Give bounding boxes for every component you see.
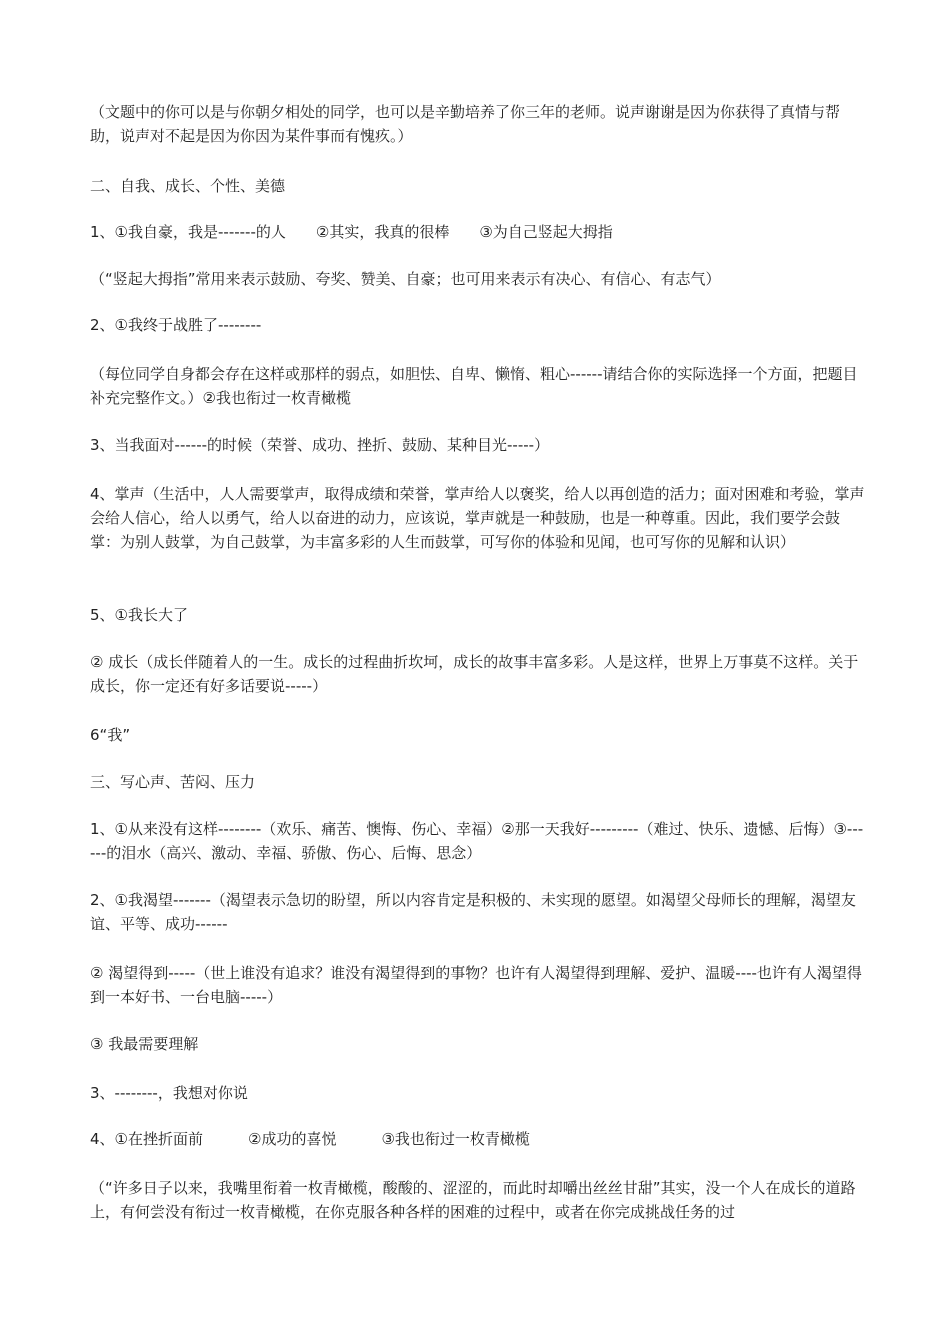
paragraph-item-2-note: （每位同学自身都会存在这样或那样的弱点，如胆怯、自卑、懒惰、粗心------请结合你的实际选择一个方面，把题目补充完整作文。）②我也衔过一枚青橄榄 (90, 365, 858, 407)
paragraph-intro-note: （文题中的你可以是与你朝夕相处的同学，也可以是辛勤培养了你三年的老师。说声谢谢是因为你获得了真情与帮助，说声对不起是因为你因为某件事而有愧疚。） (90, 103, 841, 145)
paragraph-item-6: 6“我” (90, 726, 131, 744)
paragraph-feelings-item-4: 4、①在挫折面前 ②成功的喜悦 ③我也衔过一枚青橄榄 (90, 1130, 530, 1148)
paragraph-item-2: 2、①我终于战胜了-------- (90, 316, 262, 334)
paragraph-item-5-2: ② 成长（成长伴随着人的一生。成长的过程曲折坎坷，成长的故事丰富多彩。人是这样，世界上万事莫不这样。关于成长，你一定还有好多话要说-----） (90, 653, 859, 695)
paragraph-item-3: 3、当我面对------的时候（荣誉、成功、挫折、鼓励、某种目光-----） (90, 436, 550, 454)
paragraph-feelings-item-2-2: ② 渴望得到-----（世上谁没有追求？谁没有渴望得到的事物？也许有人渴望得到理解、爱护、温暖----也许有人渴望得到一本好书、一台电脑-----） (90, 964, 862, 1006)
paragraph-item-1-note: （“竖起大拇指”常用来表示鼓励、夸奖、赞美、自豪；也可用来表示有决心、有信心、有志气） (90, 270, 721, 288)
paragraph-feelings-item-3: 3、--------，我想对你说 (90, 1084, 248, 1102)
section-heading-feelings: 三、写心声、苦闷、压力 (90, 773, 256, 791)
paragraph-feelings-item-4-note: （“许多日子以来，我嘴里衔着一枚青橄榄，酸酸的、涩涩的，而此时却嚼出丝丝甘甜”其实，没一个人在成长的道路上，有何尝没有衔过一枚青橄榄，在你克服各种各样的困难的过程中，或者在你完成挑战任务的过 (90, 1179, 856, 1221)
section-heading-self-growth: 二、自我、成长、个性、美德 (90, 177, 286, 195)
paragraph-item-1: 1、①我自豪，我是-------的人 ②其实，我真的很棒 ③为自己竖起大拇指 (90, 223, 613, 241)
paragraph-feelings-item-2: 2、①我渴望-------（渴望表示急切的盼望，所以内容肯定是积极的、未实现的愿望。如渴望父母师长的理解，渴望友谊、平等、成功------ (90, 891, 856, 933)
paragraph-item-5: 5、①我长大了 (90, 606, 188, 624)
paragraph-feelings-item-1: 1、①从来没有这样--------（欢乐、痛苦、懊悔、伤心、幸福）②那一天我好---------（难过、快乐、遗憾、后悔）③------的泪水（高兴、激动、幸福、骄傲、伤心、后悔、思念） (90, 820, 864, 862)
paragraph-item-4: 4、掌声（生活中，人人需要掌声，取得成绩和荣誉，掌声给人以褒奖，给人以再创造的活力；面对困难和考验，掌声会给人信心，给人以勇气，给人以奋进的动力，应该说，掌声就是一种鼓励，也是一种尊重。因此，我们要学会鼓掌：为别人鼓掌，为自己鼓掌，为丰富多彩的人生而鼓掌，可写你的体验和见闻，也可写你的见解和认识） (90, 485, 865, 551)
paragraph-feelings-item-2-3: ③ 我最需要理解 (90, 1035, 199, 1053)
